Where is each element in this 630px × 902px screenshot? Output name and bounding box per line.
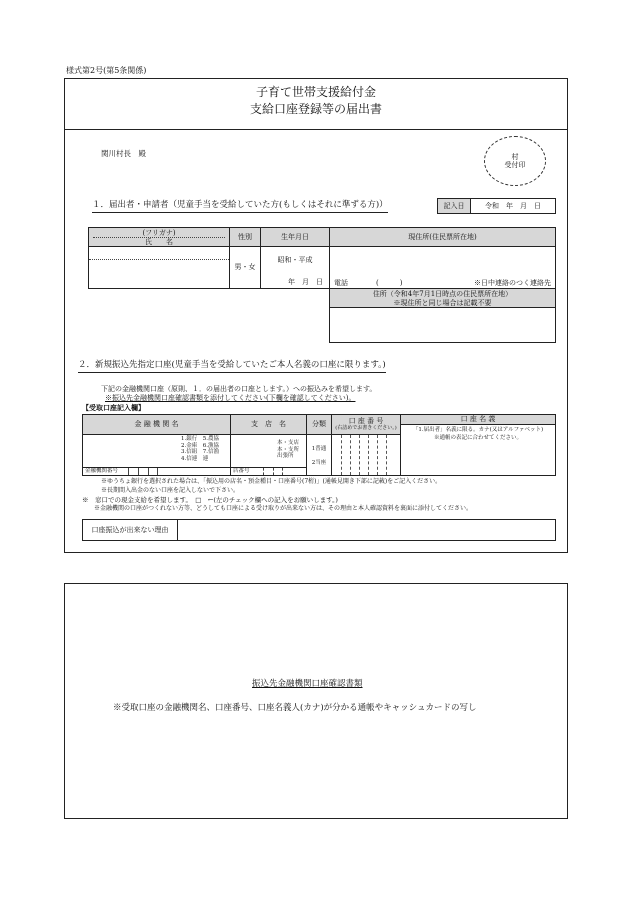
note-no-account: ※金融機関の口座がつくれない方等、どうしても口座による受け取りが出来ない方は、その理由と本人確認資料を裏面に添付してください。 [94,505,473,512]
holder-note2: ※通帳の表記に合わせてください。 [433,435,522,441]
section1-heading: １．届出者・申請者（児童手当を受給していた方(もしくはそれに準ずる方)） [92,201,388,213]
bank-type-1: 1.銀行 5.農協 [181,436,219,442]
bank-code-label: 金融機関番号 [85,468,119,474]
birth-era: 昭和・平成 [277,256,313,264]
attachment-frame [64,583,568,819]
reason-field[interactable] [177,519,556,541]
branch-code-row[interactable] [230,467,307,476]
bank-type-4: 4.信連 連 [181,455,209,462]
name-header [88,227,230,247]
juusho-header [329,288,556,308]
bank-type-3: 3.信組 7.信漁 [181,449,219,456]
note-yucho: ※ゆうちょ銀行を選択された場合は、「振込用の店名・預金種目・口座番号(7桁)」(通帳見開き下部に記載)をご記入ください。 [101,478,442,485]
account-number-field[interactable] [331,434,401,476]
addressee: 関川村長 殿 [101,149,146,158]
bank-field[interactable] [82,434,231,468]
bank-type-2: 2.金庫 6.漁協 [181,442,219,449]
note-dormant: ※長期間入出金のない口座を記入しないで下さい。 [101,487,240,494]
bank-code-row[interactable] [82,467,231,476]
type-header: 分類 [306,414,332,435]
branch-code-label: 店番号 [233,468,250,474]
birth-field[interactable] [260,246,330,289]
date-label: 記入日 [437,198,471,214]
branch-header: 支 店 名 [230,414,307,435]
juusho-line1: 住所（令和4年7月1日時点の住民票所在地） [372,290,513,298]
address-field[interactable] [329,246,556,289]
name-label: 氏 名 [145,238,173,246]
title-divider [65,129,567,130]
phone-note: ※日中連絡のつく連絡先 [474,279,551,287]
branch-type-3: 出張所 [277,453,294,460]
branch-field[interactable] [230,434,307,468]
attachment-body: ※受取口座の金融機関名、口座番号、口座名義人(カナ)が分かる通帳やキャッシュカードの写し [113,703,477,713]
type-option-1: 1普通 [311,446,327,452]
birth-header: 生年月日 [260,227,330,247]
date-field[interactable]: 令和 年 月 日 [470,198,556,214]
gender-header: 性別 [229,227,261,247]
juusho-line2: ※現住所と同じ場合は記載不要 [393,299,492,307]
holder-header: 口 座 名 義 [400,414,556,425]
holder-note1: 「1.届出者」名義に限る。カナ(又はアルファベット) [412,427,544,433]
number-label: 口 座 番 号 [348,417,384,425]
section2-heading: ２．新規振込先指定口座(児童手当を受給していたご本人名義の口座に限ります。) [78,361,386,373]
type-option-2: 2当座 [311,460,327,466]
number-sub: (右詰めでお書きください。) [335,425,397,431]
section2-intro1: 下記の金融機関口座（原則、１．の届出者の口座とします。）への振込みを希望します。 [101,385,377,393]
address-header: 現住所(住民票所在地) [329,227,556,247]
bank-header: 金 融 機 関 名 [82,414,231,435]
note-cash: ※ 窓口での現金支給を希望します。 □ ←(左のチェック欄への記入をお願いします。) [82,496,338,504]
type-field[interactable] [306,434,332,476]
stamp-label: 受付印 [504,161,526,169]
section2-intro2: ※振込先金融機関口座確認書類を添付してください(下欄を確認してください)。 [105,394,356,402]
number-header [331,414,401,435]
name-field[interactable] [88,246,230,289]
gender-field[interactable]: 男・女 [229,246,261,289]
juusho-field[interactable] [329,307,556,343]
account-label: 【受取口座記入欄】 [82,403,145,412]
reception-stamp-area [484,136,546,186]
form-number: 様式第2号(第5条関係) [66,66,147,75]
title-line2: 支給口座登録等の届出書 [249,102,382,116]
title-line1: 子育て世帯支援給付金 [255,85,376,99]
branch-type-2: 本・支所 [277,446,300,453]
reason-label: 口座振込が出来ない理由 [82,519,178,541]
attachment-heading: 振込先金融機関口座確認書類 [252,679,363,689]
branch-type-1: 本・支店 [277,440,300,446]
holder-field[interactable] [400,424,556,476]
furigana-label: (フリガナ) [142,229,176,237]
phone-paren: ( ) [376,279,403,287]
stamp-village: 村 [511,152,519,161]
phone-label: 電話 [334,279,348,287]
birth-date: 年 月 日 [288,278,323,286]
